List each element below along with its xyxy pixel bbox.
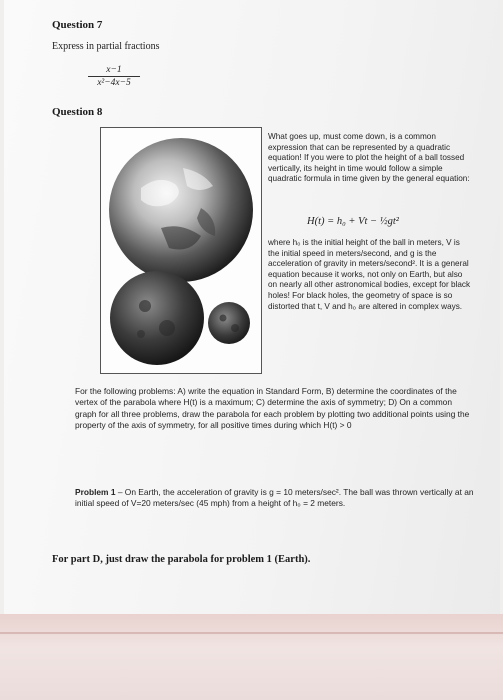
partial-fraction-expression (84, 65, 144, 88)
problem-1-label: Problem 1 (75, 487, 116, 497)
question-7-instruction: Express in partial fractions (52, 41, 160, 52)
fraction-denominator: x²−4x−5 (97, 78, 131, 88)
question-8-definitions (268, 238, 473, 312)
question-8-heading: Question 8 (52, 106, 103, 118)
question-8-intro (268, 132, 473, 185)
problem-1-text: – On Earth, the acceleration of gravity is g = 10 meters/sec². The ball was thrown vertically at an initial speed of V=20 meters/sec (45 mph) from a height of h₀ = 2 meters. (75, 487, 474, 509)
problem-1 (75, 487, 475, 510)
question-7-heading: Question 7 (52, 19, 103, 31)
problems-intro: For the following problems: A) write the equation in Standard Form, B) determine the coordinates of the vertex of the parabola where H(t) is a maximum; C) determine the axis of symmetry; D) On a common graph for all three problems, draw the parabola for each problem by plotting two additional points using the property of the axis of symmetry, for all positive times during which H(t) > 0 (75, 386, 470, 431)
planets-image (100, 127, 262, 374)
height-equation: H(t) = h₀ + Vt − ½gt² (307, 216, 399, 227)
definitions-text: where h₀ is the initial height of the ball in meters, V is the initial speed in meters/second, and g is the acceleration of gravity in meters/second². It is a general equation because it works, not only on Earth, but also on nearly all other astronomical bodies, except for black holes! For black holes, the geometry of space is so distorted that t, V and h₀ are altered in complex ways. (268, 238, 471, 311)
planets-illustration (101, 128, 261, 373)
intro-text: What goes up, must come down, is a common expression that can be represented by a quadratic equation! If you were to plot the height of a ball tossed vertically, its height in time would follow a simple quadratic formula in time given by the general equation: (268, 132, 470, 184)
part-d-note: For part D, just draw the parabola for problem 1 (Earth). (52, 554, 311, 565)
divider (0, 632, 503, 634)
background-surface (0, 614, 503, 700)
fraction-numerator: x−1 (106, 65, 122, 75)
